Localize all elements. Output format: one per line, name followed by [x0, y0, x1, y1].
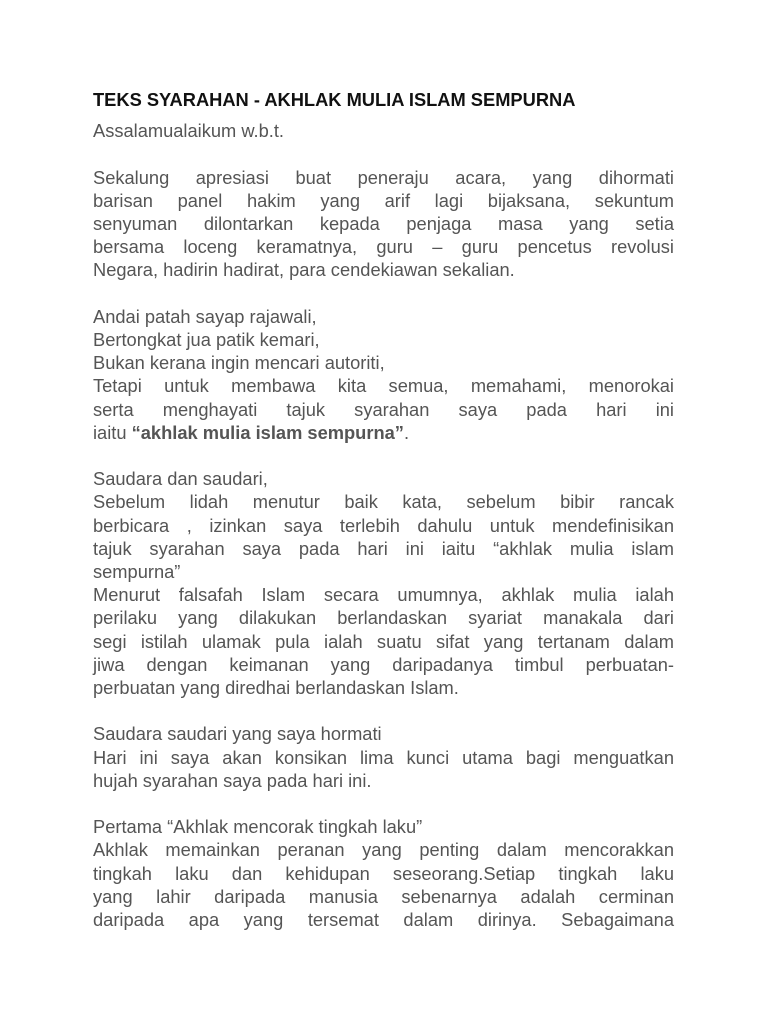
- greeting-line: Assalamualaikum w.b.t.: [93, 120, 285, 142]
- text-line: tingkah laku dan kehidupan seseorang.Setiap tingkah laku: [93, 862, 674, 884]
- text-line: tajuk syarahan saya pada hari ini iaitu “akhlak mulia islam: [93, 537, 674, 559]
- text-line: senyuman dilontarkan kepada penjaga masa yang setia: [93, 213, 674, 234]
- text-line: bersama loceng keramatnya, guru – guru pencetus revolusi: [93, 236, 674, 258]
- text-line: Hari ini saya akan konsikan lima kunci utama bagi menguatkan: [93, 746, 674, 768]
- text-line: barisan panel hakim yang arif lagi bijaksana, sekuntum: [93, 189, 674, 211]
- text-line: Pertama “Akhlak mencorak tingkah laku”: [93, 816, 423, 838]
- text-line: perbuatan yang diredhai berlandaskan Islam.: [93, 677, 459, 699]
- text-line: Bukan kerana ingin mencari autoriti,: [93, 352, 385, 374]
- keys-paragraph: [93, 722, 674, 792]
- text-line: Negara, hadirin hadirat, para cendekiawan sekalian.: [93, 259, 515, 281]
- document-title: TEKS SYARAHAN - AKHLAK MULIA ISLAM SEMPURNA: [93, 89, 576, 110]
- text-line: Saudara saudari yang saya hormati: [93, 723, 382, 745]
- text-line: hujah syarahan saya pada hari ini.: [93, 769, 372, 791]
- poem-paragraph: [93, 305, 674, 444]
- first-point-paragraph: [93, 815, 674, 931]
- text-line: perilaku yang dilakukan berlandaskan syariat manakala dari: [93, 607, 674, 629]
- text-line: Bertongkat jua patik kemari,: [93, 329, 320, 350]
- text-line: segi istilah ulamak pula ialah suatu sifat yang tertanam dalam: [93, 630, 674, 652]
- topic-prefix: iaitu: [93, 421, 132, 443]
- text-line: Tetapi untuk membawa kita semua, memahami, menorokai: [93, 375, 674, 397]
- text-line: Sekalung apresiasi buat peneraju acara, yang dihormati: [93, 166, 674, 188]
- text-line: Saudara dan saudari,: [93, 468, 268, 490]
- text-line: yang lahir daripada manusia sebenarnya adalah cerminan: [93, 885, 674, 907]
- text-line: Sebelum lidah menutur baik kata, sebelum bibir rancak: [93, 491, 674, 513]
- text-line: berbicara , izinkan saya terlebih dahulu untuk mendefinisikan: [93, 514, 674, 536]
- greeting-paragraph: [93, 119, 674, 142]
- text-line: [93, 421, 674, 444]
- definition-paragraph: [93, 467, 674, 699]
- text-line: Akhlak memainkan peranan yang penting dalam mencorakkan: [93, 839, 674, 861]
- text-line: serta menghayati tajuk syarahan saya pada hari ini: [93, 398, 674, 420]
- text-line: daripada apa yang tersemat dalam dirinya. Sebagaimana: [93, 909, 674, 931]
- text-line: jiwa dengan keimanan yang daripadanya timbul perbuatan-: [93, 653, 674, 675]
- intro-paragraph: [93, 166, 674, 282]
- text-line: sempurna”: [93, 561, 181, 583]
- text-line: Andai patah sayap rajawali,: [93, 305, 317, 327]
- text-line: Menurut falsafah Islam secara umumnya, akhlak mulia ialah: [93, 584, 674, 606]
- topic-title-bold: “akhlak mulia islam sempurna”: [131, 421, 404, 443]
- topic-suffix: .: [403, 421, 410, 443]
- document-page: [93, 88, 674, 954]
